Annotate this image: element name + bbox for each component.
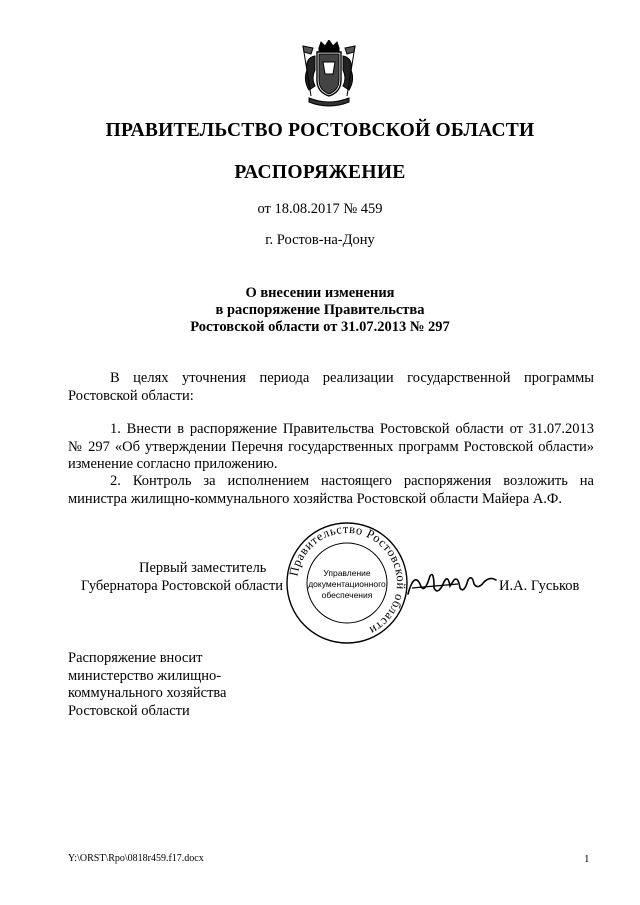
note-line: Распоряжение вносит bbox=[68, 650, 203, 666]
body-paragraph-item-2: 2. Контроль за исполнением настоящего распоряжения возложить на министра жилищно-коммунального хозяйства Ростовской области Майера А.Ф. bbox=[68, 473, 594, 507]
body-paragraph: В целях уточнения периода реализации государственной программы Ростовской области: bbox=[68, 370, 594, 404]
organization-title: ПРАВИТЕЛЬСТВО РОСТОВСКОЙ ОБЛАСТИ bbox=[105, 120, 535, 141]
subject-line: О внесении изменения bbox=[245, 285, 395, 301]
official-seal bbox=[284, 520, 410, 646]
seal-inner-line: документационного bbox=[308, 579, 386, 589]
subject-line: Ростовской области от 31.07.2013 № 297 bbox=[190, 319, 450, 335]
signatory-position: Губернатора Ростовской области bbox=[81, 578, 284, 594]
signatory-name: И.А. Гуськов bbox=[499, 578, 580, 594]
city: г. Ростов-на-Дону bbox=[265, 232, 375, 248]
subject-line: в распоряжение Правительства bbox=[215, 302, 425, 318]
date-and-number: от 18.08.2017 № 459 bbox=[257, 201, 383, 217]
submitter-note bbox=[68, 650, 227, 720]
signatory-position: Первый заместитель bbox=[139, 560, 267, 576]
page-number: 1 bbox=[584, 853, 590, 865]
seal-inner-line: обеспечения bbox=[321, 590, 373, 600]
body-paragraph-item-1: 1. Внести в распоряжение Правительства Ростовской области от 31.07.2013 № 297 «Об утверждении Перечня государственных программ Ростовской области» изменение согласно приложению. bbox=[68, 421, 594, 472]
note-line: Ростовской области bbox=[68, 702, 190, 719]
document-subject bbox=[0, 285, 640, 336]
coat-of-arms-emblem bbox=[297, 40, 361, 108]
document-type: РАСПОРЯЖЕНИЕ bbox=[234, 162, 406, 183]
footer-file-path: Y:\ORST\Rpo\0818r459.f17.docx bbox=[68, 853, 204, 864]
note-line: министерство жилищно- bbox=[68, 667, 222, 684]
note-line: коммунального хозяйства bbox=[68, 685, 227, 701]
seal-inner-line: Управление bbox=[323, 568, 371, 578]
handwritten-signature bbox=[404, 566, 500, 602]
seal-outer-text: Правительство Ростовской области bbox=[286, 521, 409, 638]
